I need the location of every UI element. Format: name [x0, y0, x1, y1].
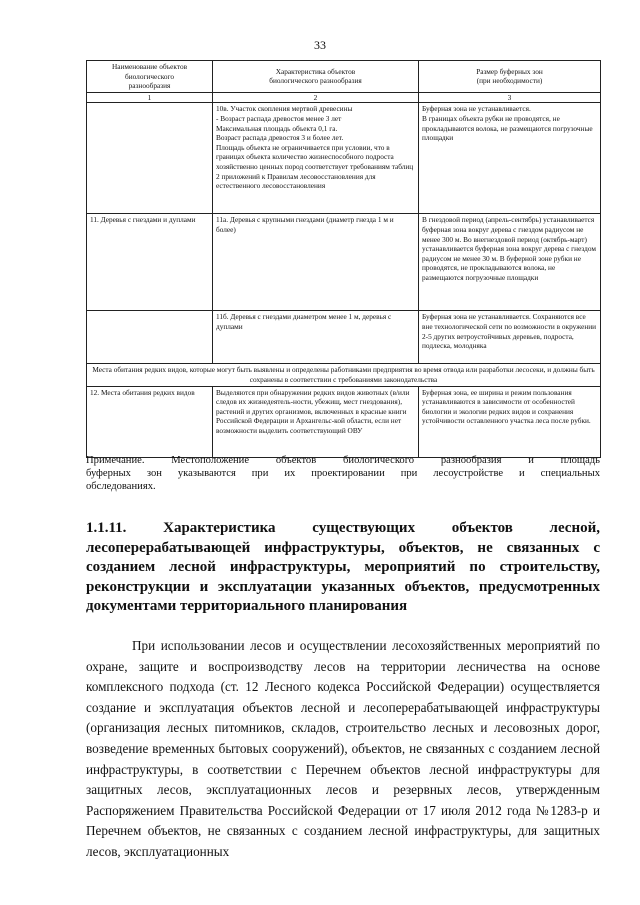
note-line: обследованиях. [86, 481, 156, 492]
note-line: буферных зон указываются при их проектировании при лесоустройстве и специальных [86, 468, 600, 479]
table-note [86, 454, 600, 493]
cell-buffer: Буферная зона не устанавливается. Сохраняются все вне технологической сети по возможности в окружении 2-5 других ветроустойчивых деревьев, подроста, подлеска, молодняка [419, 311, 601, 364]
table-row [87, 214, 601, 311]
cell-characteristic: Выделяются при обнаружении редких видов животных (в/или следов их жизнедеятель-ности, убежищ, мест гнездования), растений и других организмов, включенных в красные книги Российской Федерации и Архангельс-кой области, если нет возможности выделить соответствующий ОВУ [213, 386, 419, 457]
note-line: Примечание. Местоположение объектов биологического разнообразия и площадь [86, 455, 600, 466]
cell-buffer: Буферная зона, ее ширина и режим пользования устанавливаются в зависимости от особенностей биологии и экологии редких видов и сохранения устойчивости оставленного участка леса после рубки. [419, 386, 601, 457]
table-row [87, 386, 601, 457]
cell-characteristic: 11а. Деревья с крупными гнездами (диаметр гнезда 1 м и более) [213, 214, 419, 311]
cell-name [87, 311, 213, 364]
table-header-row [87, 61, 601, 93]
table-row [87, 103, 601, 214]
cell-characteristic: 11б. Деревья с гнездами диаметром менее 1 м, деревья с дуплами [213, 311, 419, 364]
table-span-row [87, 364, 601, 386]
cell-buffer: В гнездовой период (апрель-сентябрь) устанавливается буферная зона вокруг дерева с гнездом радиусом не менее 300 м. Во внегнездовой период (октябрь-март) устанавливается буферная зона вокруг дерева с гнездом радиусом не менее 30 м. В буферной зоне рубки не проводятся, не прокладываются волока, не размещаются погрузочные площадки [419, 214, 601, 311]
section-heading: 1.1.11. Характеристика существующих объектов лесной, лесоперерабатывающей инфраструктуры, объектов, не связанных с созданием лесной инфраструктуры, мероприятий по строительству, реконструкции и эксплуатации указанных объектов, предусмотренных документами территориального планирования [86, 520, 600, 614]
section-body: При использовании лесов и осуществлении лесохозяйственных мероприятий по охране, защите и воспроизводству лесов на территории лесничества на основе комплексного подхода (ст. 12 Лесного кодекса Российской Федерации) осуществляется создание и эксплуатация объектов лесной и лесоперерабатывающей инфраструктуры (организация лесных питомников, складов, строительство лесных и лесовозных дорог, возведение временных бытовых сооружений), объектов, не связанных с созданием лесной инфраструктуры, в соответствии с Перечнем объектов лесной инфраструктуры для защитных лесов, эксплуатационных лесов и резервных лесов, утвержденным Распоряжением Правительства Российской Федерации от 17 июля 2012 года №1283-р и Перечнем объектов, не связанных с созданием лесной инфраструктуры, для защитных лесов, эксплуатационных [86, 638, 600, 859]
header-number: 2 [213, 92, 419, 103]
header-number: 3 [419, 92, 601, 103]
cell-name: 11. Деревья с гнездами и дуплами [87, 214, 213, 311]
header-name: Наименование объектов биологического разнообразия [87, 61, 213, 93]
header-buffer: Размер буферных зон (при необходимости) [419, 61, 601, 93]
table-row [87, 311, 601, 364]
header-number: 1 [87, 92, 213, 103]
cell-characteristic: 10в. Участок скопления мертвой древесины - Возраст распада древостоя менее 3 лет Максимальная площадь объекта 0,1 га. Возраст распада древостоя 3 и более лет. Площадь объекта не ограничивается при условии, что в границах объекта количество жизнеспособного подроста хозяйственно ценных пород соответствует требованиям таблиц 2 приложений к Правилам лесовосстановления для естественного лесовосстановления [213, 103, 419, 214]
header-characteristic: Характеристика объектов биологического разнообразия [213, 61, 419, 93]
cell-name [87, 103, 213, 214]
cell-buffer: Буферная зона не устанавливается. В границах объекта рубки не проводятся, не прокладываются волока, не размещаются погрузочные площадки [419, 103, 601, 214]
page-number: 33 [314, 38, 326, 52]
table-number-row [87, 92, 601, 103]
cell-name: 12. Места обитания редких видов [87, 386, 213, 457]
biodiversity-table [86, 60, 601, 458]
span-note: Места обитания редких видов, которые могут быть выявлены и определены работниками предприятия во время отвода или разработки лесосеки, и должны быть сохранены в соответствии с требованиями законодательства [87, 364, 601, 386]
